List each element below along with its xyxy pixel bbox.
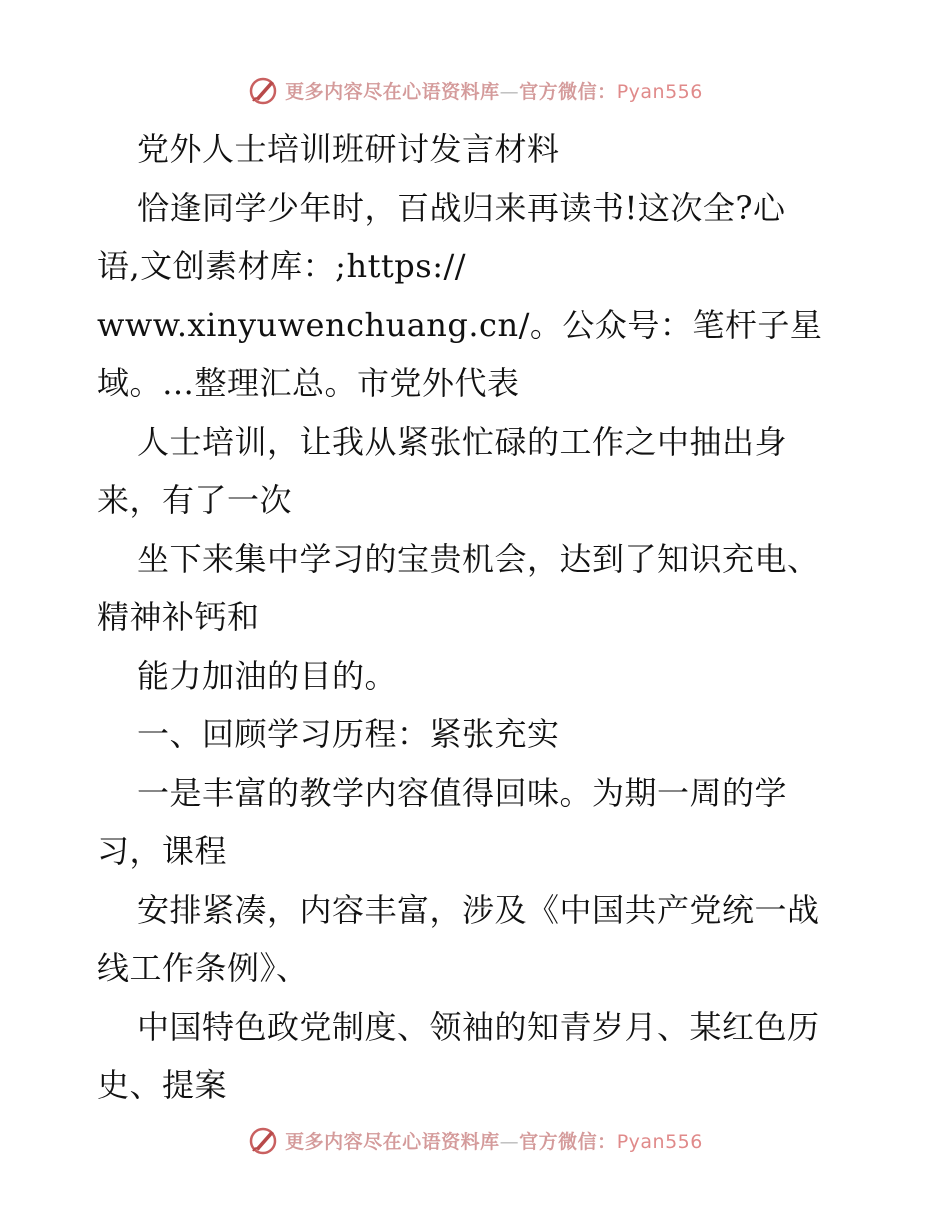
watermark-wechat-label: 官方微信： (519, 80, 617, 103)
text-line: 习，课程 (97, 832, 228, 870)
watermark-main: 更多内容尽在心语资料库 (285, 1130, 500, 1153)
text-line: 人士培训，让我从紧张忙碌的工作之中抽出身 (137, 422, 788, 461)
watermark-text (285, 1127, 703, 1154)
watermark-separator: — (499, 80, 520, 103)
text-line: 线工作条例》、 (97, 949, 309, 987)
document-body (97, 120, 877, 1115)
text-line: 坐下来集中学习的宝贵机会，达到了知识充电、 (137, 539, 820, 578)
watermark-text (285, 77, 703, 104)
text-line: 域。…整理汇总。市党外代表 (97, 364, 520, 402)
quill-logo-icon (247, 74, 279, 106)
watermark-separator: — (499, 1130, 520, 1153)
text-line: 一、回顾学习历程：紧张充实 (137, 715, 560, 753)
header-watermark (0, 70, 950, 110)
watermark-main: 更多内容尽在心语资料库 (285, 80, 500, 103)
text-line: 史、提案 (97, 1066, 228, 1104)
text-line: 中国特色政党制度、领袖的知青岁月、某红色历 (137, 1007, 820, 1046)
text-line: 恰逢同学少年时，百战归来再读书!这次全?心 (137, 188, 786, 227)
text-line: 语,文创素材库：;https:// (97, 247, 467, 285)
quill-logo-icon (247, 1124, 279, 1156)
text-line: 安排紧凑，内容丰富，涉及《中国共产党统一战 (137, 890, 820, 929)
text-line: 一是丰富的教学内容值得回味。为期一周的学 (137, 773, 788, 812)
watermark-wechat-label: 官方微信： (519, 1130, 617, 1153)
text-line: 能力加油的目的。 (137, 656, 398, 695)
text-line: 来，有了一次 (97, 481, 293, 519)
text-line: 精神补钙和 (97, 598, 260, 636)
text-line: 党外人士培训班研讨发言材料 (137, 130, 560, 168)
text-line: www.xinyuwenchuang.cn/。公众号：笔杆子星 (97, 305, 823, 344)
watermark-wechat-id: Pyan556 (616, 80, 703, 103)
footer-watermark (0, 1120, 950, 1160)
watermark-wechat-id: Pyan556 (616, 1130, 703, 1153)
